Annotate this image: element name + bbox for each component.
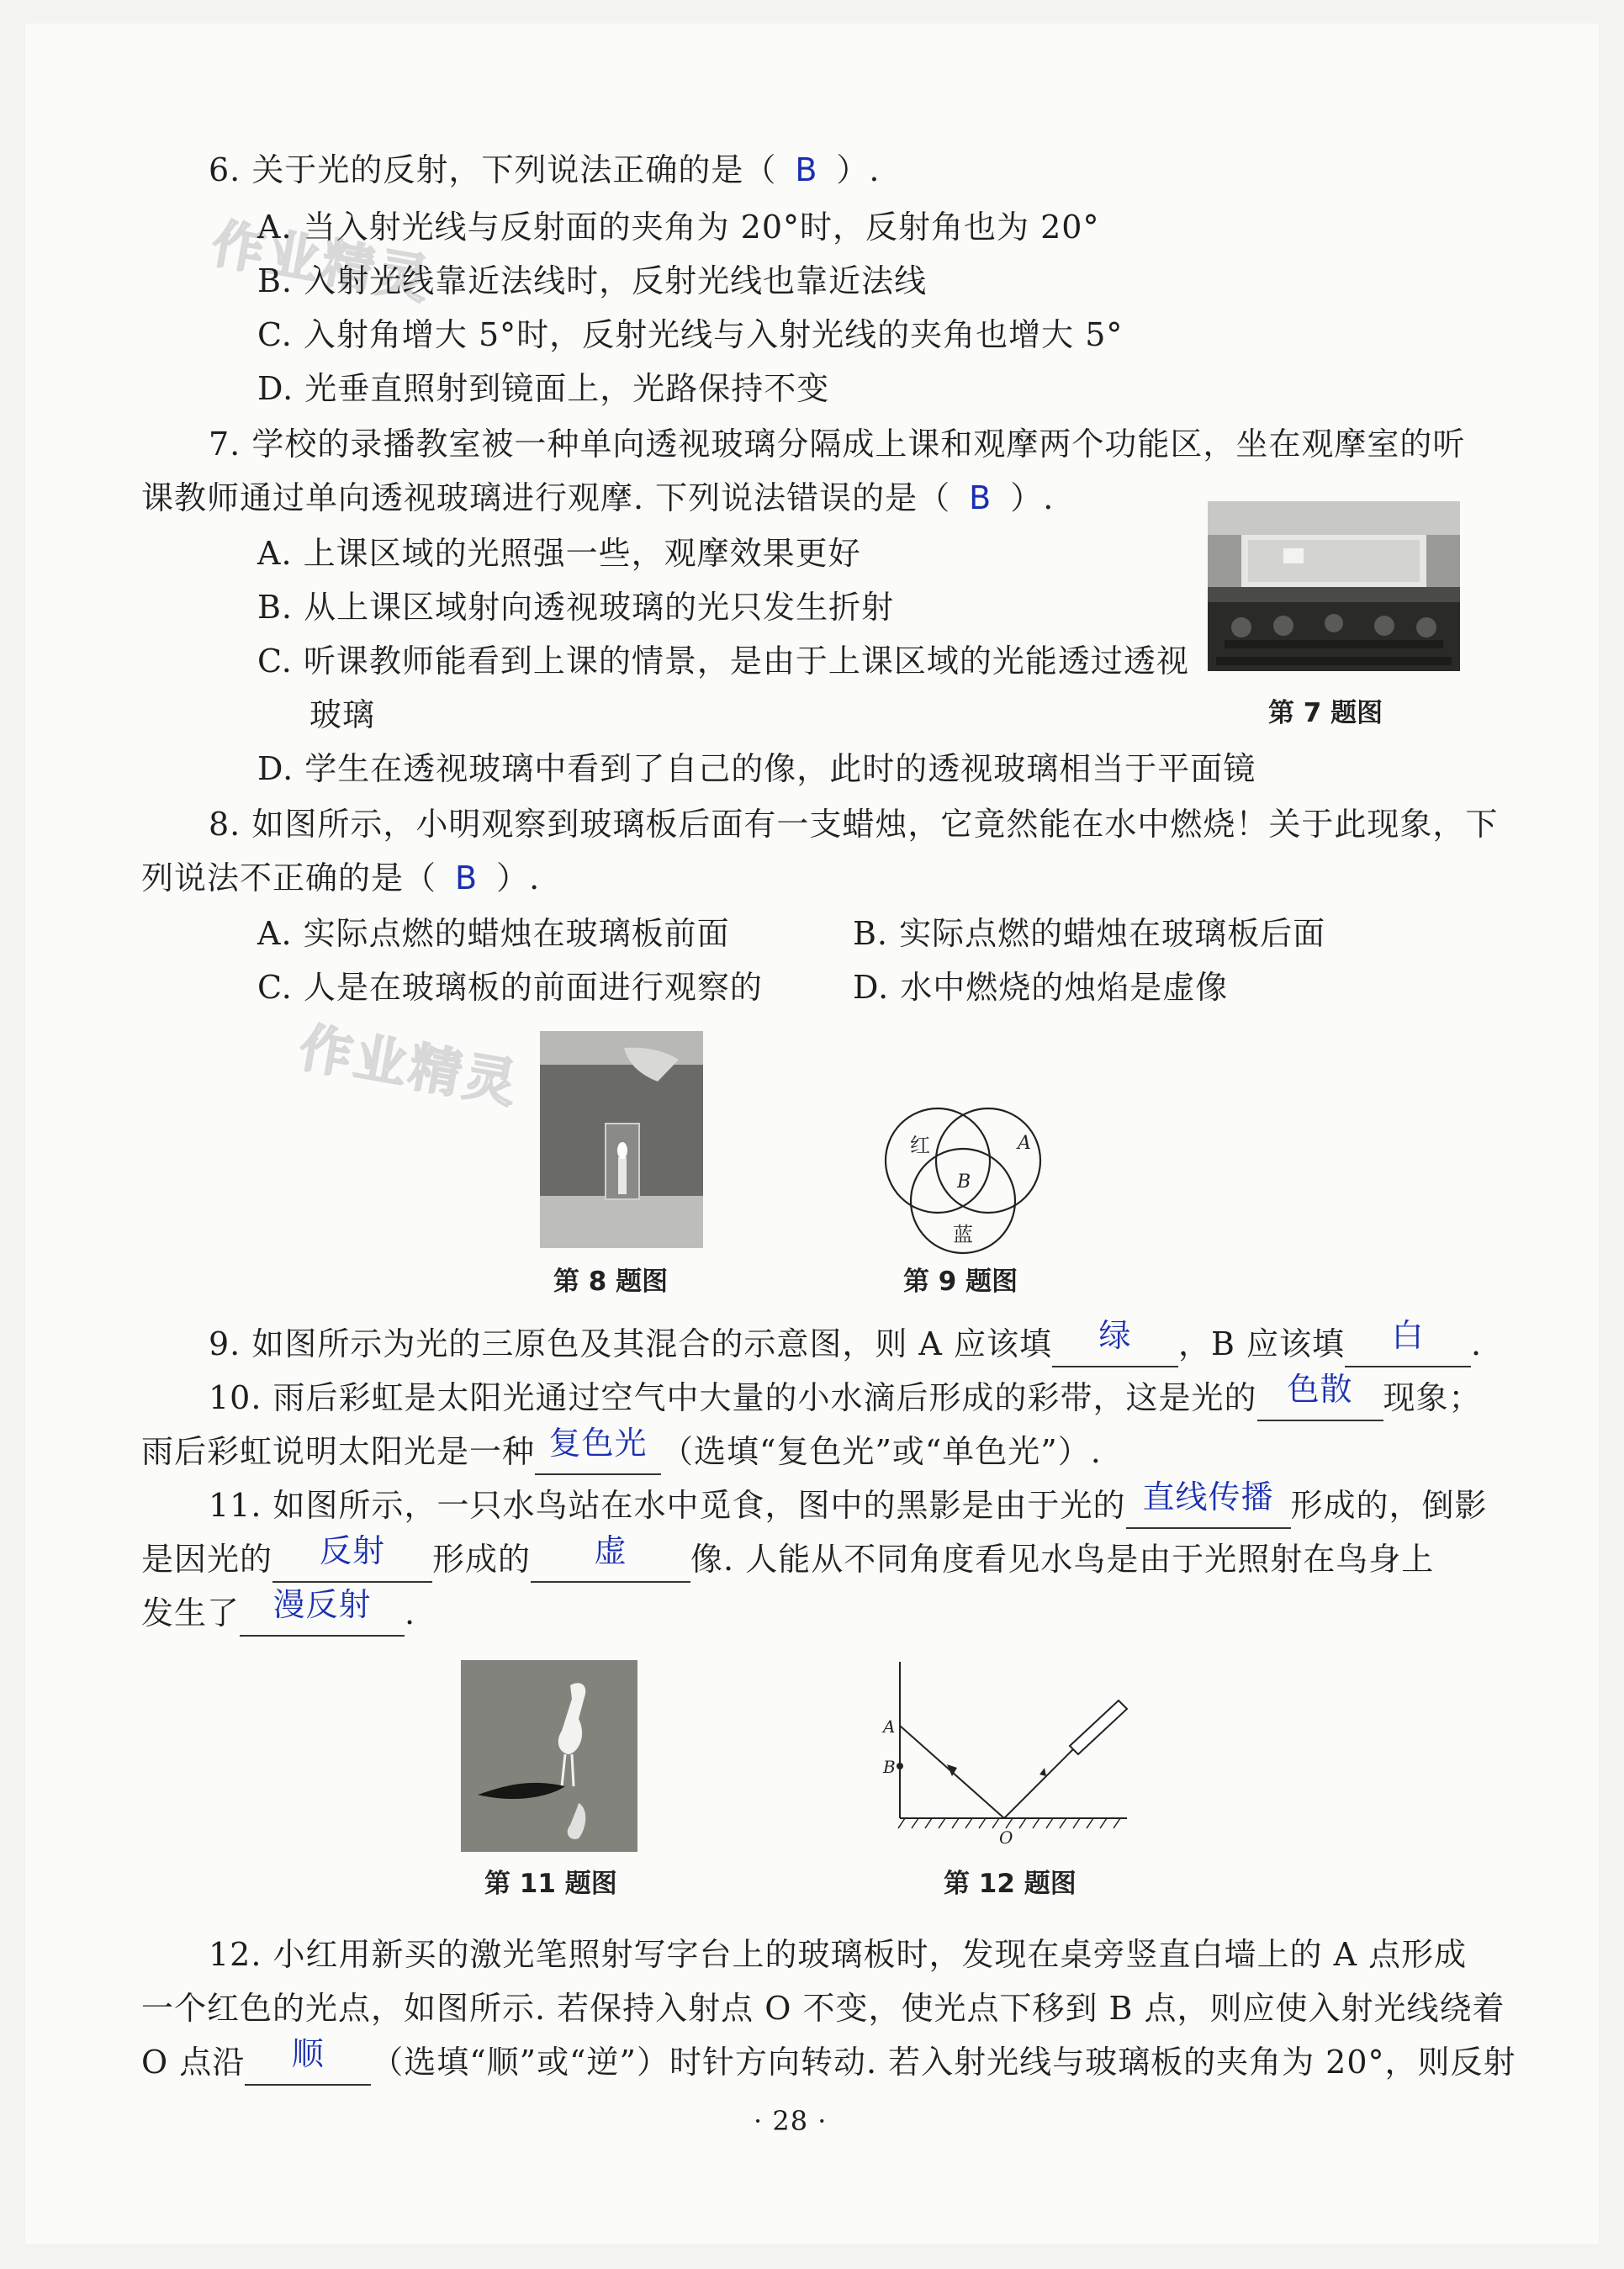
label-a: A [883,1716,896,1737]
q7-option-c-cont: 玻璃 [309,696,376,733]
q6-option-b: B. 入射光线靠近法线时，反射光线也靠近法线 [257,262,928,299]
q11-blank-4: 漫反射 [240,1598,405,1637]
q8-option-b: B. 实际点燃的蜡烛在玻璃板后面 [853,915,1326,952]
q12-blank-1: 顺 [245,2047,371,2086]
venn-circle-a [936,1108,1040,1213]
q7-option-d: D. 学生在透视玻璃中看到了自己的像，此时的透视玻璃相当于平面镜 [257,750,1256,787]
q9-blank-a: 绿 [1052,1329,1178,1367]
q7-option-c: C. 听课教师能看到上课的情景，是由于上课区域的光能透过透视 [257,643,1189,680]
q7-option-a: A. 上课区域的光照强一些，观摩效果更好 [257,535,861,572]
q11-blank-1: 直线传播 [1126,1490,1291,1529]
q8-answer: B [455,859,479,896]
page [25,24,1599,2244]
q8-option-d: D. 水中燃烧的烛焰是虚像 [853,969,1229,1006]
fig8-caption: 第 8 题图 [553,1267,669,1297]
q10-blank-2: 复色光 [535,1436,661,1475]
q6-stem: 6. 关于光的反射，下列说法正确的是（ B ）. [209,151,881,188]
laser-pen [1070,1700,1127,1754]
q11-blank-2: 反射 [272,1544,432,1583]
venn-label-b: B [957,1172,971,1193]
q11-line2: 是因光的 反射 形成的 虚 像. 人能从不同角度看见水鸟是由于光照射在鸟身上 [141,1537,1434,1581]
fig8-candle-photo [540,1031,703,1248]
q10-line2: 雨后彩虹说明太阳光是一种 复色光 （选填“复色光”或“单色光”）. [141,1430,1102,1473]
fig12-reflection-diagram [875,1653,1144,1855]
q8-stem-line2: 列说法不正确的是（ B ）. [141,859,541,896]
q6-option-d: D. 光垂直照射到镜面上，光路保持不变 [257,370,830,407]
fig7-caption: 第 7 题图 [1268,698,1383,728]
fig9-venn-diagram [866,1093,1068,1261]
venn-label-red: 红 [910,1134,930,1157]
fig9-caption: 第 9 题图 [903,1267,1018,1297]
q8-option-a: A. 实际点燃的蜡烛在玻璃板前面 [257,915,730,952]
q10-line1: 10. 雨后彩虹是太阳光通过空气中大量的小水滴后形成的彩带，这是光的 色散 现象； [209,1376,1482,1420]
q7-stem-line1: 7. 学校的录播教室被一种单向透视玻璃分隔成上课和观摩两个功能区，坐在观摩室的听 [209,426,1466,463]
fig11-caption: 第 11 题图 [484,1869,617,1899]
point-b [897,1763,903,1769]
fig7-classroom-photo [1208,501,1460,671]
q7-stem-line2: 课教师通过单向透视玻璃进行观摩. 下列说法错误的是（ B ）. [141,479,1055,516]
q10-blank-1: 色散 [1257,1383,1383,1421]
q11-blank-3: 虚 [531,1544,690,1583]
label-o: O [999,1827,1013,1848]
venn-circle-red [886,1108,990,1213]
fig12-caption: 第 12 题图 [944,1869,1076,1899]
venn-label-blue: 蓝 [953,1223,973,1246]
q6-option-a: A. 当入射光线与反射面的夹角为 20°时，反射角也为 20° [257,209,1100,246]
q9-blank-b: 白 [1345,1329,1471,1367]
q8-stem-line1: 8. 如图所示，小明观察到玻璃板后面有一支蜡烛，它竟然能在水中燃烧！关于此现象，下 [209,806,1499,843]
venn-label-a: A [1018,1133,1031,1154]
q12-line1: 12. 小红用新买的激光笔照射写字台上的玻璃板时，发现在桌旁竖直白墙上的 A 点形成 [209,1936,1468,1973]
q6-answer: B [795,151,818,188]
fig11-waterbird-photo [461,1660,637,1852]
q11-line1: 11. 如图所示，一只水鸟站在水中觅食，图中的黑影是由于光的 直线传播 形成的，倒影 [209,1484,1488,1527]
watermark: 作业精灵 [207,212,437,312]
q12-line3: O 点沿 顺 （选填“顺”或“逆”）时针方向转动. 若入射光线与玻璃板的夹角为 20°，则反射 [141,2040,1516,2084]
q8-option-c: C. 人是在玻璃板的前面进行观察的 [257,969,763,1006]
q7-answer: B [969,479,992,516]
incident-ray [1004,1748,1075,1818]
watermark: 作业精灵 [294,1016,525,1116]
q9-text: 9. 如图所示为光的三原色及其混合的示意图，则 A 应该填 绿 ，B 应该填 白 . [209,1322,1482,1366]
page-number: · 28 · [754,2105,828,2137]
q12-line2: 一个红色的光点，如图所示. 若保持入射点 O 不变，使光点下移到 B 点，则应使入射光线绕着 [141,1990,1505,2027]
label-b: B [883,1757,896,1777]
q11-line3: 发生了 漫反射 . [141,1591,415,1635]
q6-option-c: C. 入射角增大 5°时，反射光线与入射光线的夹角也增大 5° [257,316,1124,353]
q7-option-b: B. 从上课区域射向透视玻璃的光只发生折射 [257,589,895,626]
